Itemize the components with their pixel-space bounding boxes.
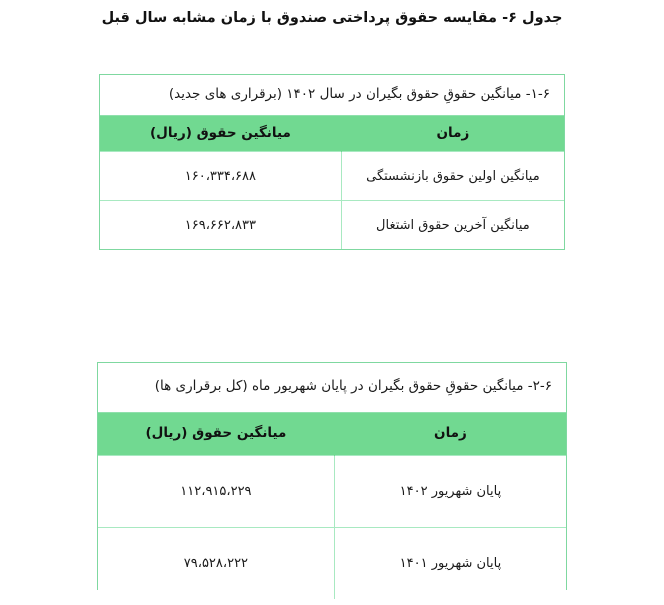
cell-time: پایان شهریور ۱۴۰۱: [334, 527, 566, 599]
table-row: [98, 527, 566, 599]
cell-time: میانگین آخرین حقوق اشتغال: [341, 201, 564, 250]
table-6-1-grid: [100, 75, 564, 249]
table-6-1-caption: ۱-۶- میانگین حقوقِ حقوق بگیران در سال ۱۴۰۲ (برقراری های جدید): [100, 75, 564, 116]
table-header-row: [100, 116, 564, 152]
cell-time: میانگین اولین حقوق بازنشستگی: [341, 152, 564, 201]
column-header-time: زمان: [334, 412, 566, 455]
column-header-time: زمان: [341, 116, 564, 152]
table-6-2-caption: ۲-۶- میانگین حقوقِ حقوق بگیران در پایان شهریور ماه (کل برقراری ها): [98, 363, 566, 412]
table-caption-row: [98, 363, 566, 412]
table-caption-row: [100, 75, 564, 116]
column-header-average-salary: میانگین حقوق (ریال): [100, 116, 341, 152]
table-6-2: [97, 362, 567, 590]
cell-value: ۱۱۲،۹۱۵،۲۲۹: [98, 455, 334, 527]
table-row: [100, 201, 564, 250]
table-header-row: [98, 412, 566, 455]
cell-value: ۱۶۹،۶۶۲،۸۳۳: [100, 201, 341, 250]
cell-value: ۱۶۰،۳۳۴،۶۸۸: [100, 152, 341, 201]
page-title: جدول ۶- مقایسه حقوق پرداختی صندوق با زمان مشابه سال قبل: [101, 10, 563, 26]
cell-time: پایان شهریور ۱۴۰۲: [334, 455, 566, 527]
table-row: [98, 455, 566, 527]
table-row: [100, 152, 564, 201]
table-6-1: [99, 74, 565, 250]
cell-value: ۷۹،۵۲۸،۲۲۲: [98, 527, 334, 599]
table-6-2-grid: [98, 363, 566, 599]
column-header-average-salary: میانگین حقوق (ریال): [98, 412, 334, 455]
